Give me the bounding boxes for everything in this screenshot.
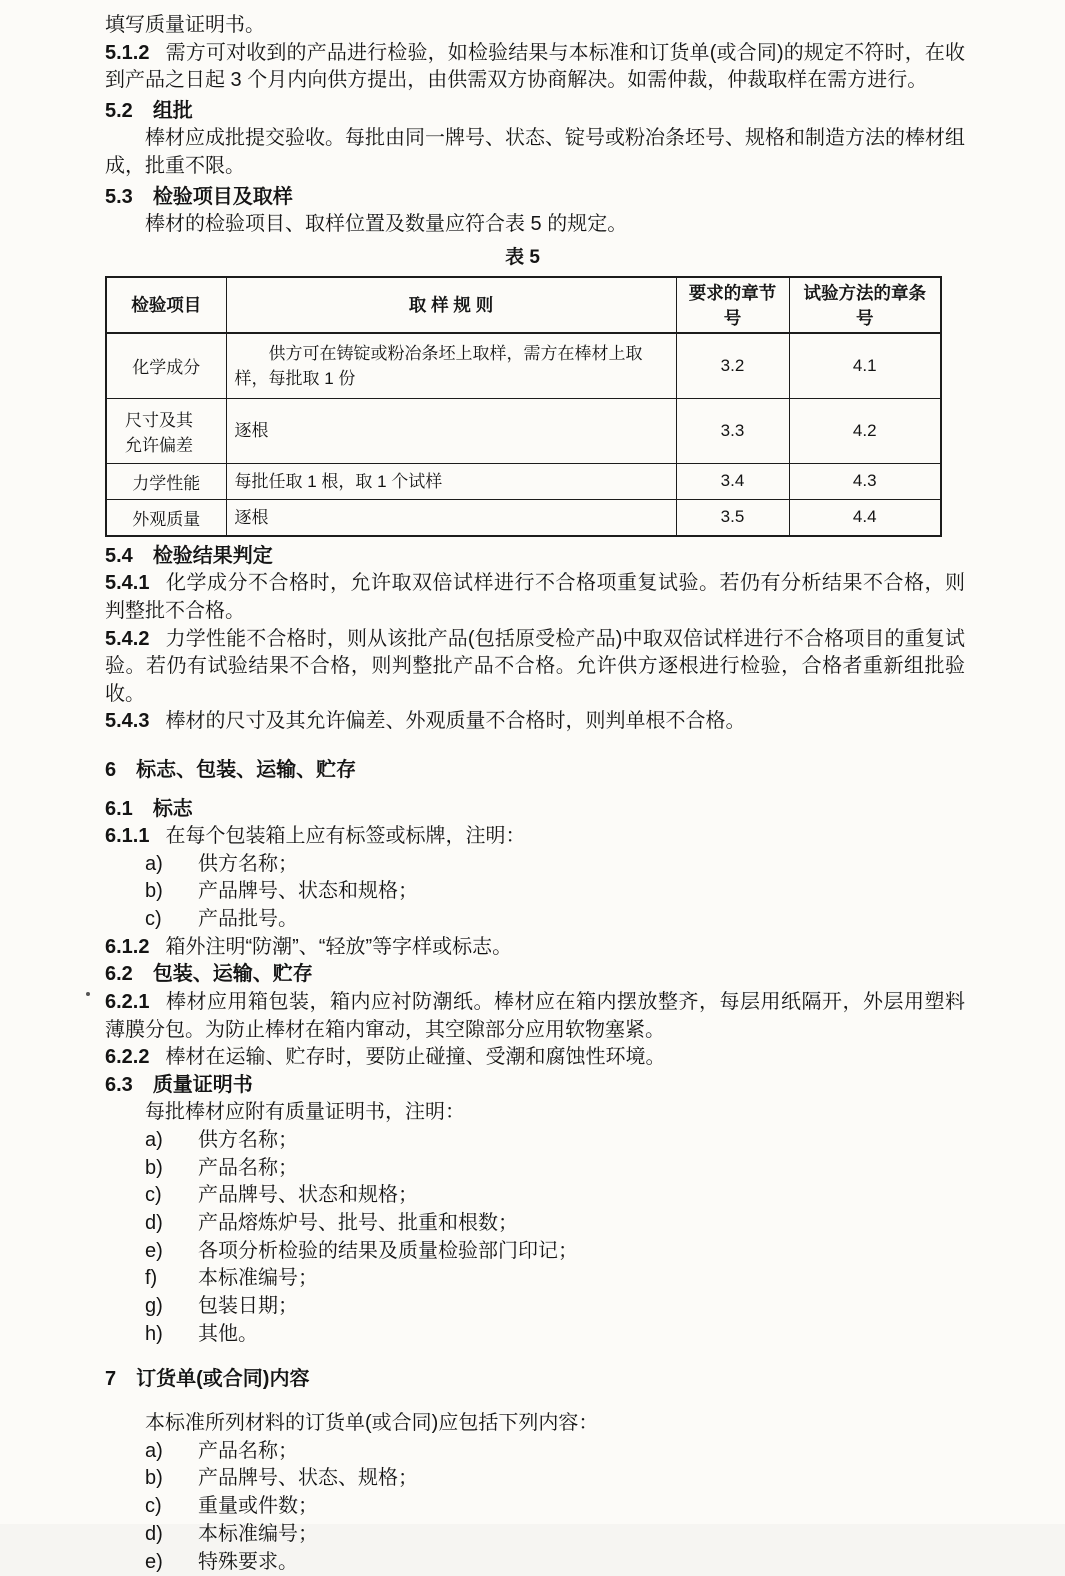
- list-item: [105, 851, 965, 879]
- list-label: f): [145, 1267, 158, 1290]
- list-text: 本标准编号；: [198, 1522, 318, 1545]
- heading-title: 包装、运输、贮存: [152, 963, 313, 986]
- heading-number: 6.3: [105, 1073, 133, 1096]
- cell-method: 4.4: [789, 499, 941, 536]
- paragraph-5-3: 棒材的检验项目、取样位置及数量应符合表 5 的规定。: [145, 213, 628, 236]
- cell-item: 化学成分: [106, 333, 226, 399]
- clause-text: 棒材应用箱包装，箱内应衬防潮纸。棒材应在箱内摆放整齐，每层用纸隔开，外层用塑料薄膜分包。为防止棒材在箱内窜动，其空隙部分应用软物塞紧。: [105, 990, 965, 1041]
- cell-method: 4.2: [789, 398, 941, 463]
- heading-title: 检验结果判定: [152, 544, 273, 567]
- list-text: 特殊要求。: [198, 1550, 298, 1573]
- list-text: 供方名称；: [198, 852, 298, 875]
- clause-6-2-1: [105, 989, 965, 1044]
- table-5: [105, 276, 942, 537]
- list-label: d): [145, 1212, 163, 1235]
- clause-text: 棒材在运输、贮存时，要防止碰撞、受潮和腐蚀性环境。: [165, 1046, 666, 1069]
- table-row: [106, 463, 941, 499]
- heading-6-3: [105, 1072, 965, 1100]
- list-label: d): [145, 1522, 163, 1545]
- list-item: [105, 878, 965, 906]
- heading-5-4: [105, 543, 965, 571]
- clause-number: 6.1.1: [105, 825, 150, 848]
- cell-method: 4.3: [789, 463, 941, 499]
- list-label: b): [145, 1156, 163, 1179]
- list-label: b): [145, 1467, 163, 1490]
- list-item: [105, 1265, 965, 1293]
- list-label: a): [145, 852, 163, 875]
- clause-text: 棒材的尺寸及其允许偏差、外观质量不合格时，则判单根不合格。: [165, 710, 746, 733]
- cell-rule: 逐根: [226, 499, 676, 536]
- heading-number: 6.1: [105, 797, 133, 820]
- heading-title: 质量证明书: [152, 1073, 253, 1096]
- list-text: 产品名称；: [198, 1439, 298, 1462]
- list-label: b): [145, 880, 163, 903]
- list-text: 重量或件数；: [198, 1495, 318, 1518]
- lead-paragraph: 填写质量证明书。: [105, 14, 265, 36]
- clause-6-1-1: [105, 823, 965, 851]
- list-text: 产品名称；: [198, 1156, 298, 1179]
- clause-text: 化学成分不合格时，允许取双倍试样进行不合格项重复试验。若仍有分析结果不合格，则判整批不合格。: [105, 572, 965, 622]
- list-item: [105, 1127, 965, 1155]
- list-item: [105, 1321, 965, 1349]
- heading-title: 检验项目及取样: [152, 185, 293, 208]
- clause-number: 5.1.2: [105, 41, 150, 64]
- heading-number: 5.3: [105, 185, 133, 208]
- scan-speck: [86, 992, 90, 996]
- heading-6-2: [105, 961, 965, 989]
- table-row: [106, 398, 941, 463]
- list-item: [105, 1182, 965, 1210]
- list-label: c): [145, 1495, 162, 1518]
- list-text: 供方名称；: [198, 1128, 298, 1151]
- list-item: [105, 1155, 965, 1183]
- clause-number: 5.4.1: [105, 572, 150, 595]
- cell-rule: 逐根: [226, 398, 676, 463]
- cell-item: 尺寸及其 允许偏差: [106, 398, 226, 463]
- list-label: g): [145, 1295, 163, 1318]
- clause-text: 需方可对收到的产品进行检验，如检验结果与本标准和订货单(或合同)的规定不符时，在收到产品之日起 3 个月内向供方提出，由供需双方协商解决。如需仲裁，仲裁取样在需方进行。: [105, 41, 965, 92]
- list-text: 各项分析检验的结果及质量检验部门印记；: [198, 1239, 578, 1262]
- cell-rule: 每批任取 1 根，取 1 个试样: [226, 463, 676, 499]
- clause-number: 6.2.1: [105, 990, 150, 1013]
- list-label: c): [145, 1184, 162, 1207]
- heading-5-3: [105, 184, 965, 212]
- clause-number: 5.4.3: [105, 710, 150, 733]
- col-header-req: 要求的章节号: [676, 277, 789, 333]
- table-row: [106, 333, 941, 399]
- list-label: a): [145, 1439, 163, 1462]
- heading-title: 订货单(或合同)内容: [136, 1367, 310, 1390]
- clause-number: 5.4.2: [105, 627, 150, 650]
- cell-req: 3.4: [676, 463, 789, 499]
- table-5-caption: 表 5: [505, 246, 540, 268]
- heading-6-1: [105, 796, 965, 824]
- list-label: h): [145, 1322, 163, 1345]
- cell-item: 力学性能: [106, 463, 226, 499]
- list-item: [105, 1521, 965, 1549]
- clause-5-1-2: [105, 40, 965, 95]
- list-item: [105, 1493, 965, 1521]
- heading-title: 标志: [152, 797, 193, 820]
- heading-number: 6: [105, 758, 117, 781]
- cell-rule: [226, 333, 676, 399]
- list-item: [105, 1293, 965, 1321]
- paragraph-7: 本标准所列材料的订货单(或合同)应包括下列内容：: [145, 1412, 599, 1435]
- list-item: [105, 1465, 965, 1493]
- clause-6-2-2: [105, 1044, 965, 1072]
- clause-text: 力学性能不合格时，则从该批产品(包括原受检产品)中取双倍试样进行不合格项目的重复试验。若仍有试验结果不合格，则判整批产品不合格。允许供方逐根进行检验，合格者重新组批验收。: [105, 627, 965, 705]
- col-header-item: 检验项目: [106, 277, 226, 333]
- clause-5-4-2: [105, 626, 965, 709]
- clause-6-1-2: [105, 934, 965, 962]
- cell-req: 3.3: [676, 398, 789, 463]
- list-label: a): [145, 1128, 163, 1151]
- cell-rule-text: 供方可在铸锭或粉冶条坯上取样，需方在棒材上取样，每批取 1 份: [234, 343, 643, 388]
- list-item: [105, 1438, 965, 1466]
- clause-5-4-3: [105, 708, 965, 736]
- list-label: e): [145, 1550, 163, 1573]
- list-label: c): [145, 908, 162, 931]
- list-text: 其他。: [198, 1322, 258, 1345]
- list-item: [105, 906, 965, 934]
- list-text: 本标准编号；: [198, 1267, 318, 1290]
- list-text: 产品牌号、状态、规格；: [198, 1467, 418, 1490]
- heading-number: 5.2: [105, 99, 133, 122]
- list-text: 产品熔炼炉号、批号、批重和根数；: [198, 1212, 518, 1235]
- list-text: 包装日期；: [198, 1295, 298, 1318]
- clause-text: 在每个包装箱上应有标签或标牌，注明：: [165, 825, 526, 848]
- heading-title: 组批: [152, 99, 193, 122]
- table-header-row: [106, 277, 941, 333]
- list-item: [105, 1549, 965, 1576]
- heading-number: 7: [105, 1367, 117, 1390]
- heading-5-2: [105, 98, 965, 126]
- list-item: [105, 1238, 965, 1266]
- list-text: 产品批号。: [198, 908, 298, 931]
- list-item: [105, 1210, 965, 1238]
- table-row: [106, 499, 941, 536]
- paragraph-6-3: 每批棒材应附有质量证明书，注明：: [145, 1101, 465, 1124]
- cell-req: 3.5: [676, 499, 789, 536]
- heading-number: 6.2: [105, 963, 133, 986]
- heading-7: [105, 1366, 965, 1394]
- heading-number: 5.4: [105, 544, 133, 567]
- clause-number: 6.1.2: [105, 935, 150, 958]
- list-text: 产品牌号、状态和规格；: [198, 1184, 418, 1207]
- cell-item: 外观质量: [106, 499, 226, 536]
- col-header-method: 试验方法的章条号: [789, 277, 941, 333]
- clause-5-4-1: [105, 570, 965, 625]
- cell-req: 3.2: [676, 333, 789, 399]
- col-header-rule: 取 样 规 则: [226, 277, 676, 333]
- cell-method: 4.1: [789, 333, 941, 399]
- clause-text: 箱外注明“防潮”、“轻放”等字样或标志。: [165, 935, 513, 958]
- heading-6: [105, 757, 965, 785]
- paragraph-5-2: 棒材应成批提交验收。每批由同一牌号、状态、锭号或粉冶条坯号、规格和制造方法的棒材组成，批重不限。: [105, 127, 965, 177]
- list-label: e): [145, 1239, 163, 1262]
- clause-number: 6.2.2: [105, 1046, 150, 1069]
- heading-title: 标志、包装、运输、贮存: [136, 758, 357, 781]
- list-text: 产品牌号、状态和规格；: [198, 880, 418, 903]
